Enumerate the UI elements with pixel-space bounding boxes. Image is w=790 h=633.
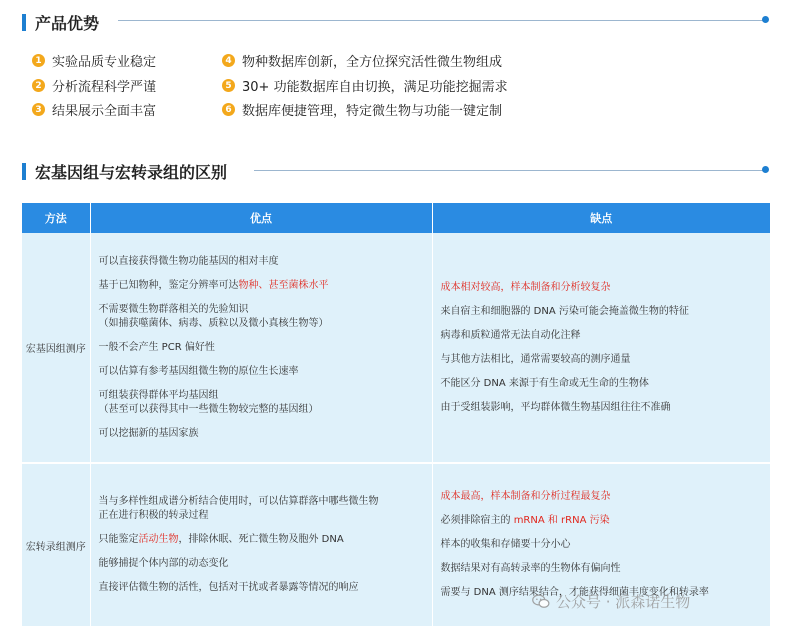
- pro-item: 一般不会产生 PCR 偏好性: [98, 341, 215, 353]
- number-badge-icon: 6: [222, 103, 235, 116]
- advantage-text: 分析流程科学严谨: [52, 80, 157, 95]
- section-divider: [118, 20, 763, 21]
- con-item: 成本相对较高，样本制备和分析较复杂: [440, 281, 611, 293]
- pro-highlight: 物种、甚至菌株水平: [238, 279, 329, 291]
- pro-text: ，排除休眠、死亡微生物及胞外 DNA: [178, 534, 344, 545]
- pro-text: 基于已知物种，鉴定分辨率可达: [98, 279, 239, 291]
- watermark-text: 公众号 · 派森诺生物: [556, 593, 691, 611]
- advantage-item: [32, 51, 156, 70]
- pro-text: 只能鉴定: [98, 534, 139, 545]
- con-item: [441, 514, 763, 528]
- pros-cell: [90, 463, 432, 627]
- number-badge-icon: 3: [32, 103, 45, 116]
- advantage-text: 物种数据库创新，全方位探究活性微生物组成: [242, 55, 503, 70]
- number-badge-icon: 4: [222, 54, 235, 67]
- advantage-item: [222, 51, 502, 70]
- section-dot-icon: [762, 166, 769, 173]
- advantage-item: [32, 100, 156, 119]
- advantage-text: 数据库便捷管理，特定微生物与功能一键定制: [242, 104, 503, 119]
- advantage-text: 结果展示全面丰富: [52, 104, 157, 119]
- advantage-item: [222, 76, 508, 95]
- method-cell: 宏基因组测序: [22, 233, 90, 463]
- con-item: 由于受组装影响，平均群体微生物基因组往往不准确: [440, 401, 671, 413]
- section-dot-icon: [762, 16, 769, 23]
- con-highlight: mRNA 和 rRNA 污染: [513, 515, 610, 526]
- advantage-text: 实验品质专业稳定: [52, 55, 157, 70]
- table-header-row: [22, 203, 770, 233]
- con-item: 数据结果对有高转录率的生物体有偏向性: [440, 563, 621, 574]
- section-title: 产品优势: [35, 14, 100, 33]
- pro-item: [99, 533, 424, 547]
- pro-text: 当与多样性组成谱分析结合使用时，可以估算群落中哪些微生物: [98, 496, 379, 507]
- con-text: 必须排除宿主的: [440, 515, 511, 526]
- advantage-text: 30+ 功能数据库自由切换，满足功能挖掘需求: [242, 80, 508, 95]
- column-header-pros: 优点: [90, 203, 432, 233]
- cons-cell: [432, 233, 770, 463]
- pro-item: 能够捕捉个体内部的动态变化: [98, 558, 229, 569]
- comparison-table: [22, 203, 770, 628]
- con-item: 与其他方法相比，通常需要较高的测序通量: [440, 353, 631, 365]
- advantage-item: [32, 76, 156, 95]
- section-accent-bar: [22, 163, 26, 180]
- pro-text: 可组装获得群体平均基因组: [98, 389, 219, 401]
- number-badge-icon: 2: [32, 79, 45, 92]
- pro-item: [99, 389, 424, 417]
- con-item: 不能区分 DNA 来源于有生命或无生命的生物体: [440, 377, 649, 389]
- number-badge-icon: 1: [32, 54, 45, 67]
- pro-item: 直接评估微生物的活性，包括对干扰或者暴露等情况的响应: [98, 582, 359, 593]
- pros-cell: [90, 233, 432, 463]
- pro-note: （甚至可以获得其中一些微生物较完整的基因组）: [98, 403, 319, 415]
- pro-highlight: 活动生物: [138, 534, 179, 545]
- method-cell: 宏转录组测序: [22, 463, 90, 627]
- number-badge-icon: 5: [222, 79, 235, 92]
- con-item: 成本最高，样本制备和分析过程最复杂: [440, 491, 611, 502]
- pro-item: 可以估算有参考基因组微生物的原位生长速率: [98, 365, 299, 377]
- table-row: [22, 233, 770, 463]
- wechat-icon: [532, 594, 550, 609]
- section-divider: [254, 170, 763, 171]
- con-item: 来自宿主和细胞器的 DNA 污染可能会掩盖微生物的特征: [440, 305, 689, 317]
- pro-text: 不需要微生物群落相关的先验知识: [98, 303, 249, 315]
- pro-item: [99, 495, 424, 523]
- pro-text: 正在进行积极的转录过程: [98, 510, 209, 521]
- pro-item: 可以直接获得微生物功能基因的相对丰度: [98, 255, 279, 267]
- con-item: 病毒和质粒通常无法自动化注释: [440, 329, 581, 341]
- column-header-method: 方法: [22, 203, 90, 233]
- con-item: 样本的收集和存储要十分小心: [440, 539, 571, 550]
- pro-item: [99, 279, 424, 293]
- watermark: [532, 591, 690, 612]
- section-title: 宏基因组与宏转录组的区别: [35, 163, 228, 182]
- section-accent-bar: [22, 14, 26, 31]
- column-header-cons: 缺点: [432, 203, 770, 233]
- con-item: 需要与 DNA 测序结果结合，才能获得细菌丰度变化和转录率: [440, 587, 709, 598]
- pro-note: （如捕获噬菌体、病毒、质粒以及微小真核生物等）: [98, 317, 329, 329]
- pro-item: [99, 303, 424, 331]
- pro-item: 可以挖掘新的基因家族: [98, 427, 199, 439]
- advantage-item: [222, 100, 502, 119]
